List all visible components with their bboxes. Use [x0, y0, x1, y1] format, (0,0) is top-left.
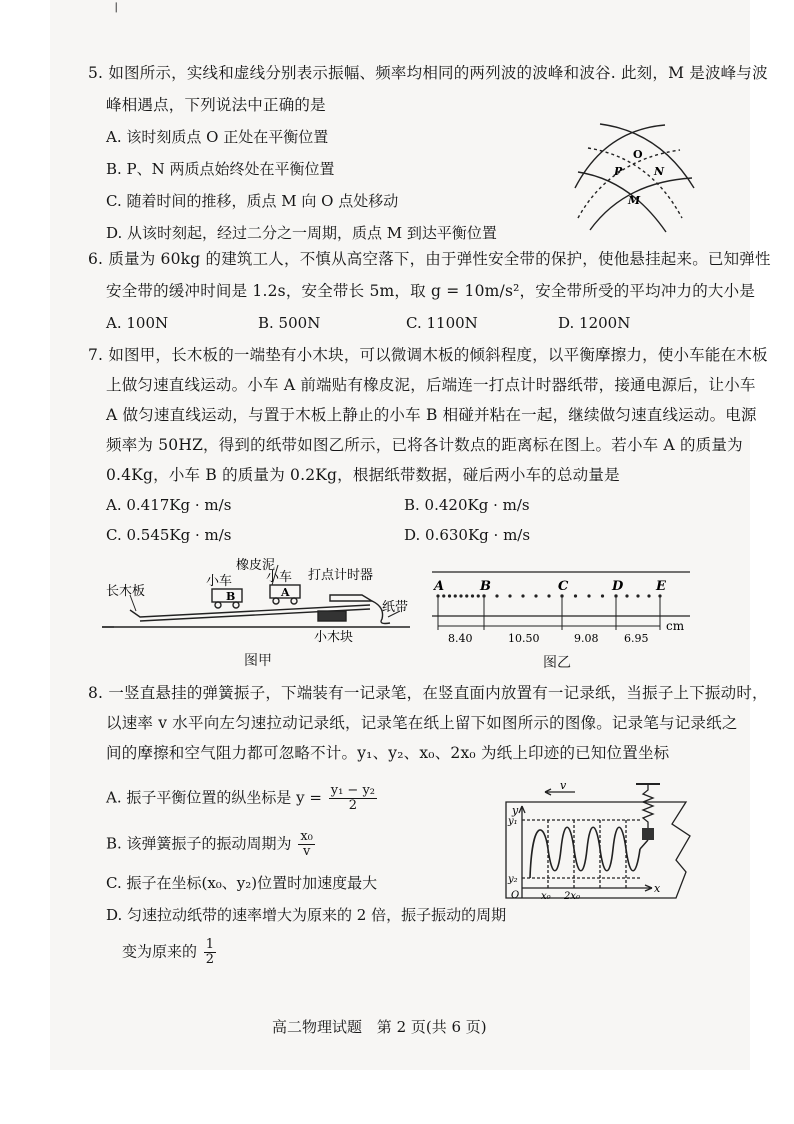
- oscillation-trace: [530, 827, 640, 878]
- tape-dot: [454, 594, 457, 597]
- q8-option-c: C. 振子在坐标(x₀、y₂)位置时加速度最大: [106, 874, 378, 892]
- small-block: [318, 611, 346, 621]
- cart-b-letter: B: [226, 590, 236, 603]
- point-c-label: C: [558, 579, 569, 594]
- footer: [272, 1016, 487, 1037]
- q8-option-d-text: 变为原来的: [122, 942, 198, 961]
- q7-stem-line2: 上做匀速直线运动。小车 A 前端贴有橡皮泥，后端连一打点计时器纸带，接通电源后，让小车: [106, 376, 756, 394]
- scan-mark: ❘: [112, 2, 121, 13]
- q6-option-a: A. 100N: [106, 314, 169, 332]
- q8-option-d-line2: [122, 938, 218, 967]
- y-axis-label: y: [512, 804, 519, 817]
- tape-dot: [477, 594, 480, 597]
- q6-option-b: B. 500N: [258, 314, 321, 332]
- q8-oscillator-figure: [500, 780, 700, 915]
- x02-label: 2x₀: [564, 891, 581, 902]
- q7-option-c: C. 0.545Kg · m/s: [106, 526, 232, 544]
- q8-option-b-text: B. 该弹簧振子的振动周期为: [106, 834, 292, 853]
- cart-a-label: 小车: [266, 570, 293, 585]
- q8-option-a-denominator: 2: [348, 798, 358, 813]
- timer-label: 打点计时器: [308, 568, 374, 583]
- spring-icon: [643, 784, 653, 828]
- point-m-label: M: [628, 194, 641, 207]
- origin-label: O: [511, 890, 520, 901]
- x0-label: x₀: [541, 891, 551, 902]
- footer-subject: 高二物理试题: [272, 1018, 363, 1036]
- cart-a-wheel-2: [291, 598, 297, 604]
- figure-jia-caption: 图甲: [244, 653, 272, 669]
- q6-stem-line2: 安全带的缓冲时间是 1.2s，安全带长 5m，取 g = 10m/s²，安全带所受的平均冲力的大小是: [106, 282, 756, 300]
- distance-bc: 10.50: [508, 632, 540, 645]
- q8-option-d-fraction: [204, 938, 216, 967]
- cart-a-wheel-1: [273, 598, 279, 604]
- q7-stem-line1: 7. 如图甲，长木板的一端垫有小木块，可以微调木板的倾斜程度，以平衡摩擦力，使小车能在木板: [88, 346, 768, 364]
- point-n-label: N: [654, 165, 665, 178]
- record-pen: [640, 840, 648, 849]
- figure-yi-caption: 图乙: [543, 655, 571, 671]
- record-paper: [506, 802, 690, 898]
- tape-label: 纸带: [382, 600, 409, 615]
- tape-dot: [636, 594, 639, 597]
- tape-dot: [459, 594, 462, 597]
- distance-de: 6.95: [624, 632, 649, 645]
- q8-option-a-fraction: [329, 784, 377, 813]
- q5-option-a: A. 该时刻质点 O 正处在平衡位置: [106, 128, 329, 146]
- q8-option-b: [106, 830, 317, 859]
- tape-dot: [574, 594, 577, 597]
- tape-dot: [601, 594, 604, 597]
- q6-option-d: D. 1200N: [558, 314, 631, 332]
- q7-stem-line5: 0.4Kg，小车 B 的质量为 0.2Kg，根据纸带数据，碰后两小车的总动量是: [106, 466, 620, 484]
- cart-b-label: 小车: [206, 574, 233, 589]
- distance-ab: 8.40: [448, 632, 473, 645]
- q5-wave-figure: [570, 120, 700, 235]
- wave-crest-arc-3: [600, 124, 694, 188]
- point-a-label: A: [434, 579, 445, 594]
- tape-dot: [587, 594, 590, 597]
- q7-figure-yi: [428, 566, 698, 656]
- q7-option-a: A. 0.417Kg · m/s: [106, 496, 232, 514]
- q8-option-a-numerator: y₁ − y₂: [330, 783, 376, 798]
- q7-option-d: D. 0.630Kg · m/s: [404, 526, 531, 544]
- q8-option-a: [106, 784, 379, 813]
- q5-option-b: B. P、N 两质点始终处在平衡位置: [106, 160, 335, 178]
- q5-option-d: D. 从该时刻起，经过二分之一周期，质点 M 到达平衡位置: [106, 224, 497, 242]
- x-axis-label: x: [654, 882, 661, 895]
- q8-stem-line1: 8. 一竖直悬挂的弹簧振子，下端装有一记录笔，在竖直面内放置有一记录纸，当振子上下振动时，: [88, 684, 768, 702]
- unit-cm: cm: [666, 619, 685, 633]
- q7-stem-line4: 频率为 50HZ，得到的纸带如图乙所示，已将各计数点的距离标在图上。若小车 A 的质量为: [106, 436, 743, 454]
- q6-stem-line1: 6. 质量为 60kg 的建筑工人，不慎从高空落下，由于弹性安全带的保护，使他悬挂起来。已知弹性: [88, 250, 771, 268]
- tape-dots: [436, 594, 661, 597]
- point-d-label: D: [612, 579, 624, 594]
- long-board-label: 长木板: [106, 584, 146, 599]
- q8-option-a-text: A. 振子平衡位置的纵坐标是 y =: [106, 788, 322, 807]
- q6-option-c: C. 1100N: [406, 314, 478, 332]
- tape-dot: [647, 594, 650, 597]
- putty-label: 橡皮泥: [236, 558, 276, 573]
- q8-stem-line2: 以速率 v 水平向左匀速拉动记录纸，记录笔在纸上留下如图所示的图像。记录笔与记录纸之: [106, 714, 738, 732]
- q5-stem-line2: 峰相遇点，下列说法中正确的是: [106, 96, 326, 114]
- tape-dot: [625, 594, 628, 597]
- tape-dot: [534, 594, 537, 597]
- distance-cd: 9.08: [574, 632, 599, 645]
- y1-label: y₁: [508, 816, 518, 827]
- tape-dot: [448, 594, 451, 597]
- q8-option-d-denominator: 2: [205, 952, 215, 967]
- q8-option-d-numerator: 1: [205, 937, 215, 952]
- q7-stem-line3: A 做匀速直线运动，与置于木板上静止的小车 B 相碰并粘在一起，继续做匀速直线运动。电源: [106, 406, 757, 424]
- y2-label: y₂: [508, 874, 518, 885]
- q7-figure-jia: [100, 555, 420, 645]
- tape-dot: [508, 594, 511, 597]
- q8-option-b-fraction: [298, 830, 315, 859]
- point-b-label: B: [480, 579, 491, 594]
- velocity-label: v: [560, 780, 567, 792]
- q8-stem-line3: 间的摩擦和空气阻力都可忽略不计。y₁、y₂、x₀、2x₀ 为纸上印迹的已知位置坐标: [106, 744, 670, 762]
- wave-crest-arc-4: [578, 172, 666, 232]
- cart-b-wheel-1: [215, 602, 221, 608]
- tape-dot: [465, 594, 468, 597]
- oscillator-mass: [642, 828, 654, 840]
- q8-option-d-line1: D. 匀速拉动纸带的速率增大为原来的 2 倍，振子振动的周期: [106, 906, 507, 924]
- q8-option-b-denominator: v: [302, 844, 311, 859]
- tape-dot: [495, 594, 498, 597]
- q7-option-b: B. 0.420Kg · m/s: [404, 496, 530, 514]
- tape-dot: [471, 594, 474, 597]
- q5-option-c: C. 随着时间的推移，质点 M 向 O 点处移动: [106, 192, 399, 210]
- tape-dot: [521, 594, 524, 597]
- timer-body: [330, 595, 372, 601]
- wave-crest-arc-2: [590, 178, 692, 230]
- q5-stem-line1: 5. 如图所示，实线和虚线分别表示振幅、频率均相同的两列波的波峰和波谷. 此刻，M 是波峰与波: [88, 64, 768, 82]
- tape-dot: [442, 594, 445, 597]
- footer-page-number: 第 2 页(共 6 页): [376, 1018, 487, 1036]
- block-label: 小木块: [314, 630, 354, 645]
- cart-a-letter: A: [281, 586, 290, 599]
- point-p-label: P: [614, 165, 623, 178]
- tape-dot: [547, 594, 550, 597]
- point-o-label: O: [633, 148, 643, 161]
- point-e-label: E: [656, 579, 666, 594]
- q8-option-b-numerator: x₀: [300, 829, 313, 844]
